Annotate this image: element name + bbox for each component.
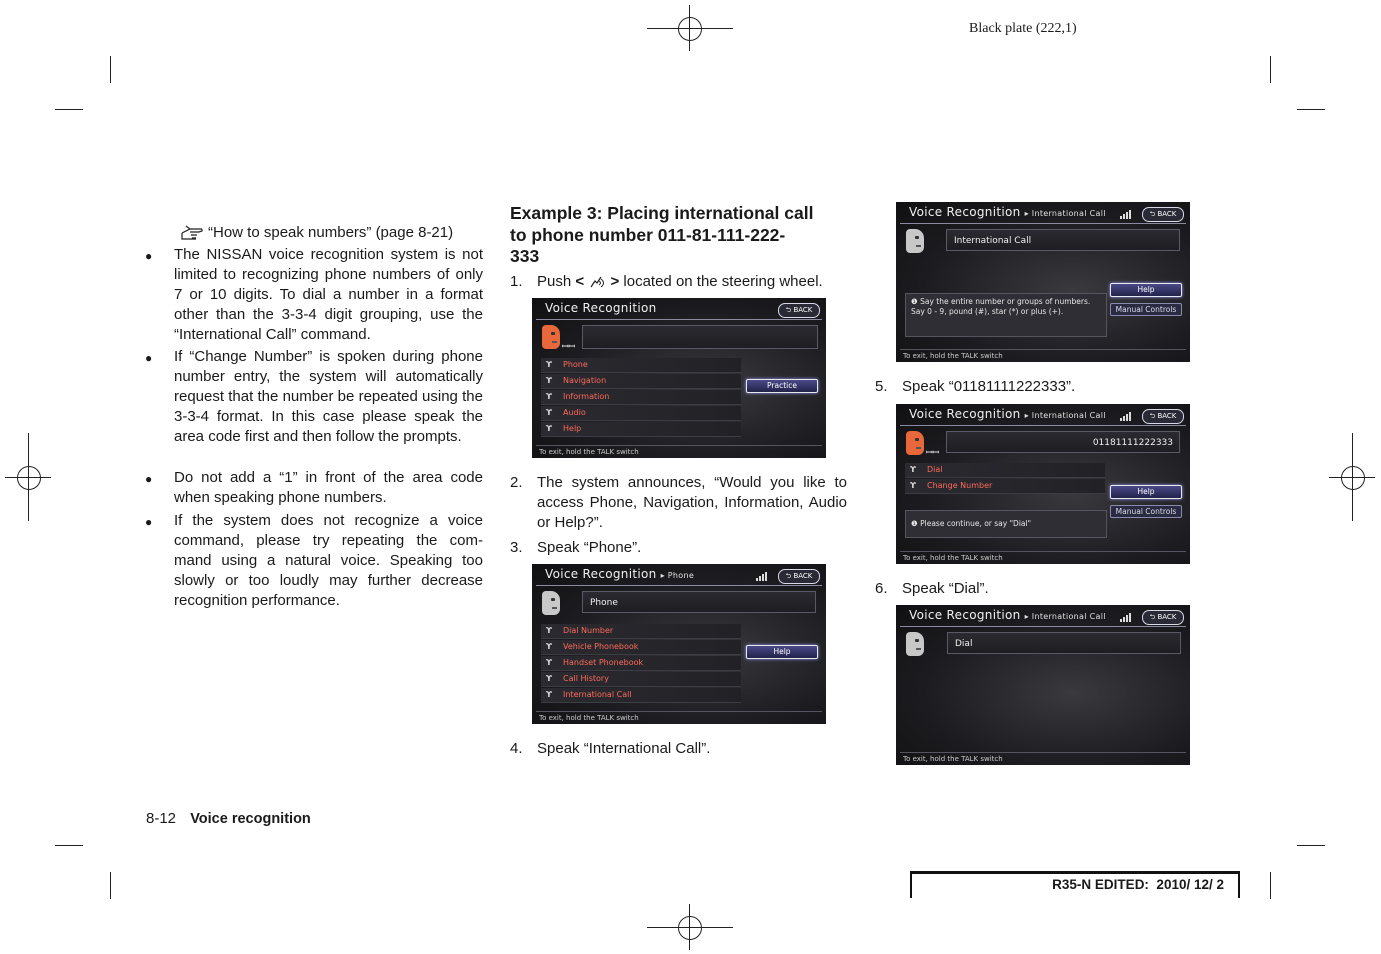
step-number: 6. bbox=[875, 580, 888, 597]
menu-item-international-call[interactable]: ϒ International Call bbox=[541, 688, 741, 703]
vr-screen-international-call bbox=[896, 202, 1190, 362]
help-button[interactable]: Help bbox=[1110, 485, 1182, 499]
step-text: Speak “01181111222333”. bbox=[902, 378, 1076, 395]
signal-strength-icon bbox=[756, 571, 770, 581]
recognition-input: Dial bbox=[947, 632, 1181, 654]
back-button[interactable]: ⮌ BACK bbox=[1142, 610, 1184, 625]
step-number: 5. bbox=[875, 378, 888, 395]
edited-box bbox=[910, 871, 1240, 898]
screen-subtitle: ▸ International Call bbox=[1024, 612, 1106, 621]
menu-item-navigation[interactable]: ϒ Navigation bbox=[541, 374, 741, 389]
bullet-text: Do not add a “1” in front of the area code when speaking phone numbers. bbox=[174, 469, 483, 506]
screen-title: Voice Recognition bbox=[545, 301, 657, 315]
screen-footer: To exit, hold the TALK switch bbox=[903, 554, 1003, 562]
page-footer bbox=[146, 810, 311, 827]
bullet-glyph: ● bbox=[145, 472, 153, 486]
signal-strength-icon bbox=[1120, 209, 1134, 219]
help-button[interactable]: Help bbox=[746, 645, 818, 659]
practice-button[interactable]: Practice bbox=[746, 379, 818, 393]
step-3 bbox=[510, 538, 847, 558]
screen-footer: To exit, hold the TALK switch bbox=[539, 714, 639, 722]
screen-footer: To exit, hold the TALK switch bbox=[539, 448, 639, 456]
speaker-head-icon bbox=[542, 591, 564, 617]
head-face bbox=[906, 229, 924, 253]
step-text: Speak “Dial”. bbox=[902, 580, 989, 597]
bullet-glyph: ● bbox=[145, 515, 153, 529]
crop-mark bbox=[55, 109, 83, 110]
crop-mark bbox=[110, 872, 111, 899]
head-face bbox=[542, 325, 560, 349]
head-eye bbox=[915, 236, 919, 239]
menu-item-audio[interactable]: ϒ Audio bbox=[541, 406, 741, 421]
menu-item-help[interactable]: ϒ Help bbox=[541, 422, 741, 437]
divider bbox=[536, 319, 822, 320]
instruction-box: ❶ Say the entire number or groups of numbers. Say 0 - 9, pound (#), star (*) or plus (+). bbox=[905, 293, 1107, 337]
page-reference bbox=[180, 223, 453, 241]
menu-item-dial-number[interactable]: ϒ Dial Number bbox=[541, 624, 741, 639]
voice-icon: ϒ bbox=[546, 424, 552, 433]
crop-mark bbox=[55, 845, 83, 846]
voice-icon: ϒ bbox=[546, 642, 552, 651]
heading-line: to phone number 011-81-111-222- bbox=[510, 224, 786, 245]
step-number: 2. bbox=[510, 474, 523, 491]
help-button[interactable]: Help bbox=[1110, 283, 1182, 297]
bullet-glyph: ● bbox=[145, 249, 153, 263]
speaker-head-icon bbox=[906, 431, 940, 457]
step-5 bbox=[875, 377, 1175, 397]
divider bbox=[900, 626, 1186, 627]
head-eye bbox=[551, 598, 555, 601]
voice-waves-icon: ꟷꟷ bbox=[926, 448, 940, 457]
example-heading bbox=[510, 203, 813, 268]
manual-controls-button[interactable]: Manual Controls bbox=[1110, 505, 1182, 518]
vr-screen-main bbox=[532, 298, 826, 458]
menu-item-phone[interactable]: ϒ Phone bbox=[541, 358, 741, 373]
voice-icon: ϒ bbox=[546, 376, 552, 385]
screen-footer: To exit, hold the TALK switch bbox=[903, 352, 1003, 360]
crop-mark bbox=[1270, 56, 1271, 83]
head-mouth bbox=[916, 447, 921, 449]
head-mouth bbox=[552, 607, 557, 609]
screen-footer: To exit, hold the TALK switch bbox=[903, 755, 1003, 763]
voice-icon: ϒ bbox=[910, 481, 916, 490]
voice-icon: ϒ bbox=[910, 465, 916, 474]
vr-screen-phone bbox=[532, 564, 826, 724]
section-title: Voice recognition bbox=[190, 811, 311, 827]
screen-title: Voice Recognition ▸ International Call bbox=[909, 407, 1106, 421]
divider bbox=[900, 223, 1186, 224]
step-4 bbox=[510, 739, 847, 759]
crop-mark bbox=[1297, 845, 1325, 846]
step-text: Push < > located on the steering wheel. bbox=[537, 273, 823, 290]
divider bbox=[900, 425, 1186, 426]
voice-icon: ϒ bbox=[546, 674, 552, 683]
recognition-input: International Call bbox=[946, 229, 1180, 251]
plate-label: Black plate (222,1) bbox=[969, 21, 1077, 36]
screen-title: Voice Recognition ▸ Phone bbox=[545, 567, 695, 581]
head-face bbox=[906, 632, 924, 656]
head-face bbox=[906, 431, 924, 455]
bullet-text: If “Change Number” is spoken during phone number entry, the system will automatically request that the number be repeated using the 3-3-4 format. In this case please speak the area code first and then follow the prompts. bbox=[174, 348, 483, 445]
screen-title: Voice Recognition ▸ International Call bbox=[909, 608, 1106, 622]
crop-mark bbox=[110, 56, 111, 83]
recognition-input: Phone bbox=[582, 591, 816, 613]
head-mouth bbox=[552, 341, 557, 343]
footer-divider bbox=[900, 551, 1186, 552]
step-2 bbox=[510, 473, 847, 533]
manual-controls-button[interactable]: Manual Controls bbox=[1110, 303, 1182, 316]
speaker-head-icon bbox=[906, 229, 928, 255]
page-number: 8-12 bbox=[146, 810, 177, 827]
head-eye bbox=[915, 438, 919, 441]
registration-circle-icon bbox=[678, 916, 702, 940]
step-number: 3. bbox=[510, 539, 523, 556]
registration-circle-icon bbox=[17, 466, 41, 490]
heading-line: 333 bbox=[510, 246, 540, 266]
footer-divider bbox=[536, 445, 822, 446]
screen-title: Voice Recognition ▸ International Call bbox=[909, 205, 1106, 219]
speaker-head-icon bbox=[542, 325, 576, 351]
menu-item-handset-phonebook[interactable]: ϒ Handset Phonebook bbox=[541, 656, 741, 671]
crop-mark bbox=[1270, 872, 1271, 899]
registration-circle-icon bbox=[1341, 466, 1365, 490]
reference-text: “How to speak numbers” (page 8-21) bbox=[208, 224, 454, 241]
footer-divider bbox=[536, 711, 822, 712]
menu-item-vehicle-phonebook[interactable]: ϒ Vehicle Phonebook bbox=[541, 640, 741, 655]
head-face bbox=[542, 591, 560, 615]
back-button[interactable]: ⮌ BACK bbox=[1142, 409, 1184, 424]
menu-item-dial[interactable]: ϒ Dial bbox=[905, 463, 1105, 478]
signal-strength-icon bbox=[1120, 411, 1134, 421]
head-eye bbox=[551, 332, 555, 335]
voice-icon: ϒ bbox=[546, 626, 552, 635]
head-mouth bbox=[916, 245, 921, 247]
voice-icon: ϒ bbox=[546, 360, 552, 369]
registration-circle-icon bbox=[678, 17, 702, 41]
step-6 bbox=[875, 579, 1175, 599]
step-1 bbox=[510, 272, 850, 292]
speaker-head-icon bbox=[906, 632, 928, 658]
footer-divider bbox=[900, 752, 1186, 753]
step-number: 1. bbox=[510, 273, 523, 290]
screen-subtitle: ▸ Phone bbox=[660, 571, 695, 580]
main-menu bbox=[541, 358, 741, 438]
voice-icon: ϒ bbox=[546, 658, 552, 667]
back-button[interactable]: ⮌ BACK bbox=[778, 303, 820, 318]
menu-item-change-number[interactable]: ϒ Change Number bbox=[905, 479, 1105, 494]
voice-waves-icon: ꟷꟷ bbox=[562, 342, 576, 351]
recognition-input bbox=[582, 325, 818, 349]
back-button[interactable]: ⮌ BACK bbox=[1142, 207, 1184, 222]
footer-divider bbox=[900, 349, 1186, 350]
crop-mark bbox=[1297, 109, 1325, 110]
phone-menu bbox=[541, 624, 741, 704]
vr-screen-number-entered bbox=[896, 404, 1190, 564]
voice-icon: ϒ bbox=[546, 690, 552, 699]
heading-line: Example 3: Placing international call bbox=[510, 203, 814, 223]
talk-switch-icon bbox=[588, 273, 606, 289]
voice-icon: ϒ bbox=[546, 392, 552, 401]
screen-subtitle: ▸ International Call bbox=[1024, 209, 1106, 218]
step-text: Speak “Phone”. bbox=[537, 539, 642, 556]
back-button[interactable]: ⮌ BACK bbox=[778, 569, 820, 584]
signal-strength-icon bbox=[1120, 612, 1134, 622]
step-number: 4. bbox=[510, 740, 523, 757]
bullet-text: The NISSAN voice recognition system is not limited to recognizing phone numbers of only 7 or 10 digits. To dial a number in a format other than the 3-3-4 digit grouping, use the “International Call” command. bbox=[174, 246, 483, 343]
bullet-glyph: ● bbox=[145, 351, 153, 365]
bullet-text: If the system does not recognize a voice command, please try repeating the com- mand using a natural voice. Speaking too slowly or too loudly may further decrease recognition performance. bbox=[174, 512, 483, 609]
pointing-hand-icon bbox=[180, 223, 208, 241]
dial-menu bbox=[905, 463, 1105, 495]
head-eye bbox=[915, 639, 919, 642]
menu-item-information[interactable]: ϒ Information bbox=[541, 390, 741, 405]
head-mouth bbox=[916, 648, 921, 650]
edited-label: R35-N EDITED: 2010/ 12/ 2 bbox=[1052, 877, 1224, 892]
recognition-input: 01181111222333 bbox=[946, 431, 1180, 453]
step-text: Speak “International Call”. bbox=[537, 740, 711, 757]
vr-screen-dial bbox=[896, 605, 1190, 765]
divider bbox=[536, 585, 822, 586]
instruction-box: ❶ Please continue, or say "Dial" bbox=[905, 510, 1107, 538]
step-text: The system announces, “Would you like to access Phone, Navigation, Information, Audio or Help?”. bbox=[537, 474, 847, 531]
screen-subtitle: ▸ International Call bbox=[1024, 411, 1106, 420]
voice-icon: ϒ bbox=[546, 408, 552, 417]
menu-item-call-history[interactable]: ϒ Call History bbox=[541, 672, 741, 687]
